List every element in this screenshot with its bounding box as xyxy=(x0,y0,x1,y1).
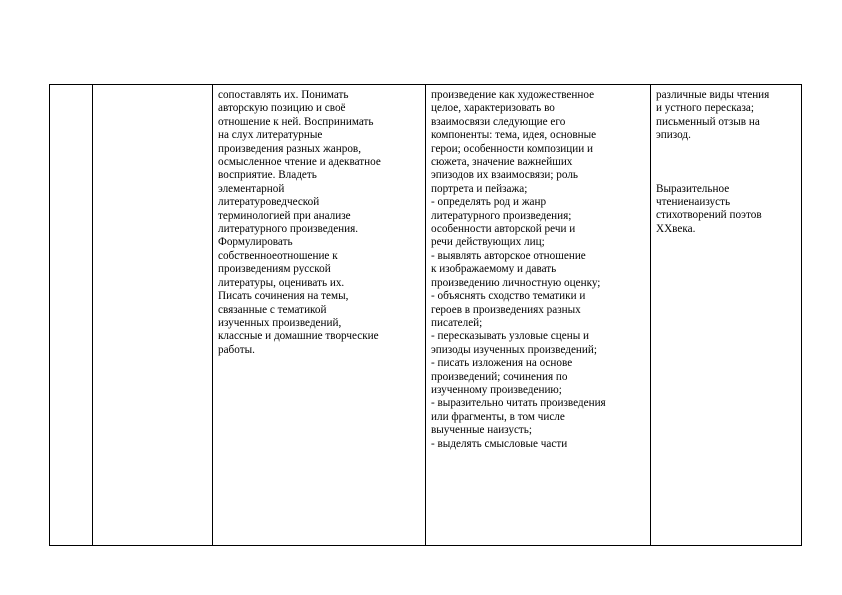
text-line: связанные с тематикой xyxy=(218,303,327,316)
text-line: выученные наизусть; xyxy=(431,424,533,437)
text-line: - выразительно читать произведения xyxy=(431,397,606,410)
text-line: стихотворений поэтов xyxy=(656,209,762,222)
cell-control xyxy=(651,85,802,546)
cell-number xyxy=(50,85,93,546)
text-line: - выявлять авторское отношение xyxy=(431,249,586,262)
text-line: терминологией при анализе xyxy=(218,209,351,222)
text-line: изученному произведению; xyxy=(431,383,562,396)
text-line: произведению личностную оценку; xyxy=(431,276,601,289)
text-line: классные и домашние творческие xyxy=(218,330,379,343)
text-line: - писать изложения на основе xyxy=(431,357,573,370)
text-line: литературы, оценивать их. xyxy=(218,276,345,289)
text-line: чтениенаизусть xyxy=(656,196,731,209)
text-line: сюжета, значение важнейших xyxy=(431,156,573,169)
text-line: литературного произведения; xyxy=(431,209,572,222)
text-line: восприятие. Владеть xyxy=(218,169,317,182)
text-line: и устного пересказа; xyxy=(656,102,754,115)
text-line: взаимосвязи следующие его xyxy=(431,115,566,128)
text-line: отношение к ней. Воспринимать xyxy=(218,115,374,128)
text-line: - пересказывать узловые сцены и xyxy=(431,330,590,343)
text-line: произведений; сочинения по xyxy=(431,370,568,383)
text-line: особенности авторской речи и xyxy=(431,223,576,236)
text-line: различные виды чтения xyxy=(656,89,770,101)
text-line: эпизод. xyxy=(656,129,691,142)
text-line: на слух литературные xyxy=(218,129,323,142)
text-line: литературоведческой xyxy=(218,196,320,209)
text-line: XXвека. xyxy=(656,222,696,235)
text-line: писателей; xyxy=(431,316,483,329)
cell-activities xyxy=(426,85,651,546)
text-line: портрета и пейзажа; xyxy=(431,182,528,195)
text-line: - определять род и жанр xyxy=(431,196,547,209)
text-line: собственноеотношение к xyxy=(218,249,338,262)
text-line: компоненты: тема, идея, основные xyxy=(431,129,597,142)
text-line: - объяснять сходство тематики и xyxy=(431,290,586,303)
text-line: сопоставлять их. Понимать xyxy=(218,89,349,101)
text-line: героев в произведениях разных xyxy=(431,303,581,316)
text-line: к изображаемому и давать xyxy=(431,263,557,276)
text-line: или фрагменты, в том числе xyxy=(431,410,565,423)
text-line: произведениям русской xyxy=(218,263,331,276)
text-line: письменный отзыв на xyxy=(656,115,760,128)
text-line: Формулировать xyxy=(218,236,293,249)
text-line: речи действующих лиц; xyxy=(431,236,545,249)
text-line: - выделять смысловые части xyxy=(431,437,568,450)
text-line: элементарной xyxy=(218,182,285,195)
text-line: герои; особенности композиции и xyxy=(431,142,593,155)
text-line: произведения разных жанров, xyxy=(218,142,362,155)
text-line: авторскую позицию и своё xyxy=(218,102,346,115)
text-line: эпизодов их взаимосвязи; роль xyxy=(431,169,579,182)
text-line: Писать сочинения на темы, xyxy=(218,290,349,303)
text-line: произведение как художественное xyxy=(431,89,595,101)
curriculum-table xyxy=(49,84,802,546)
text-line: изученных произведений, xyxy=(218,316,342,329)
text-line: целое, характеризовать во xyxy=(431,102,555,115)
text-line: работы. xyxy=(218,343,255,356)
text-line: Выразительное xyxy=(656,182,730,195)
cell-skills xyxy=(213,85,426,546)
cell-topic xyxy=(93,85,213,546)
text-line: осмысленное чтение и адекватное xyxy=(218,156,381,169)
paragraph-gap xyxy=(656,143,797,183)
text-line: эпизоды изученных произведений; xyxy=(431,343,597,356)
table-row xyxy=(50,85,802,546)
text-line: литературного произведения. xyxy=(218,223,359,236)
